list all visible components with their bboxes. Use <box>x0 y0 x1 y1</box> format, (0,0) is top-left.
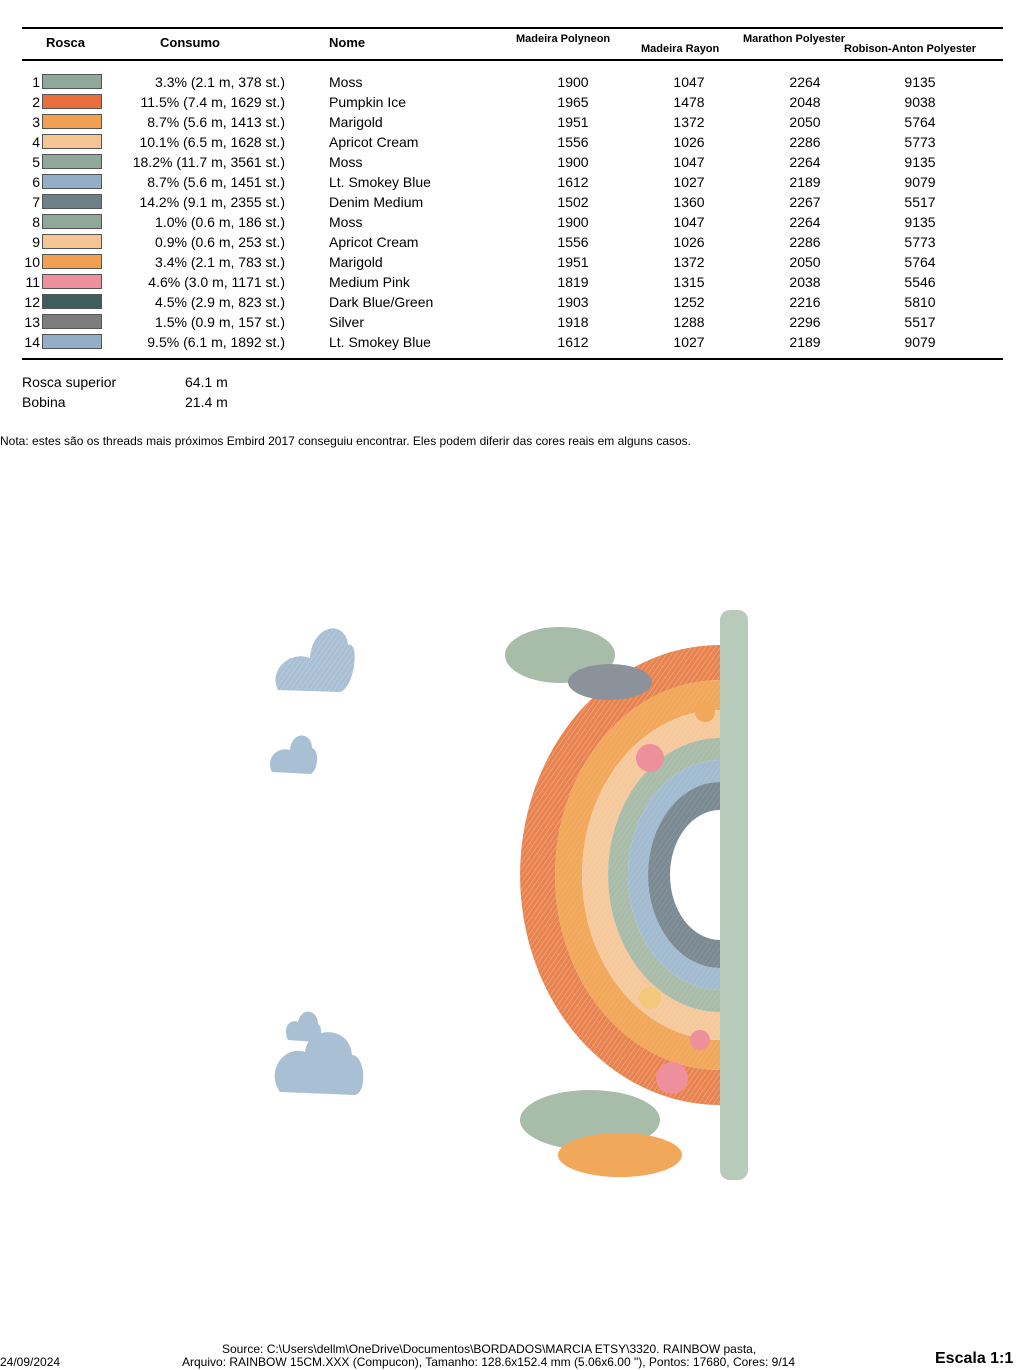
madeira-polyneon-code: 1965 <box>557 94 589 110</box>
marathon-code: 2264 <box>789 74 821 90</box>
marathon-code: 2189 <box>789 174 821 190</box>
color-swatch <box>42 74 102 89</box>
thread-name: Apricot Cream <box>329 234 419 250</box>
marathon-code: 2286 <box>789 134 821 150</box>
disclaimer-note: Nota: estes são os threads mais próximos Embird 2017 conseguiu encontrar. Eles podem diferir das cores reais em alguns casos. <box>0 434 692 448</box>
thread-number: 1 <box>32 74 40 90</box>
thread-name: Apricot Cream <box>329 134 419 150</box>
color-swatch <box>42 174 102 189</box>
marathon-code: 2048 <box>789 94 821 110</box>
table-header-rule <box>22 59 1003 61</box>
thread-name: Moss <box>329 74 363 90</box>
thread-number: 13 <box>24 314 40 330</box>
color-swatch <box>42 294 102 309</box>
thread-name: Lt. Smokey Blue <box>329 174 431 190</box>
madeira-polyneon-code: 1900 <box>557 154 589 170</box>
thread-consumption: 11.5% (7.4 m, 1629 st.) <box>140 94 285 110</box>
flower-yellow-top <box>695 702 715 722</box>
madeira-polyneon-code: 1819 <box>557 274 589 290</box>
color-swatch <box>42 194 102 209</box>
thread-consumption: 3.4% (2.1 m, 783 st.) <box>155 254 285 270</box>
thread-consumption: 1.5% (0.9 m, 157 st.) <box>155 314 285 330</box>
thread-number: 12 <box>24 294 40 310</box>
marathon-code: 2038 <box>789 274 821 290</box>
thread-number: 8 <box>32 214 40 230</box>
thread-consumption: 9.5% (6.1 m, 1892 st.) <box>147 334 285 350</box>
marathon-code: 2050 <box>789 254 821 270</box>
robison-anton-code: 5517 <box>904 314 936 330</box>
thread-name: Pumpkin Ice <box>329 94 407 110</box>
madeira-polyneon-code: 1900 <box>557 214 589 230</box>
table-bottom-rule <box>22 358 1003 360</box>
thread-name: Moss <box>329 154 363 170</box>
thread-name: Moss <box>329 214 363 230</box>
robison-anton-code: 5773 <box>904 134 936 150</box>
madeira-rayon-code: 1360 <box>673 194 705 210</box>
robison-anton-code: 5764 <box>904 114 936 130</box>
madeira-rayon-code: 1047 <box>673 154 705 170</box>
robison-anton-code: 9135 <box>904 214 936 230</box>
thread-consumption: 3.3% (2.1 m, 378 st.) <box>155 74 285 90</box>
table-row <box>0 192 1024 212</box>
robison-anton-code: 9079 <box>904 334 936 350</box>
madeira-polyneon-code: 1612 <box>557 174 589 190</box>
stone-top <box>568 664 652 700</box>
madeira-rayon-code: 1288 <box>673 314 705 330</box>
color-swatch <box>42 234 102 249</box>
table-row <box>0 252 1024 272</box>
thread-name: Marigold <box>329 254 383 270</box>
header-madeira-rayon: Madeira Rayon <box>641 43 720 55</box>
scale-label: Escala 1:1 <box>935 1350 1014 1367</box>
top-thread-value: 64.1 m <box>185 374 228 390</box>
madeira-rayon-code: 1478 <box>673 94 705 110</box>
thread-number: 3 <box>32 114 40 130</box>
table-row <box>0 152 1024 172</box>
source-path: Source: C:\Users\dellm\OneDrive\Documentos\BORDADOS\MARCIA ETSY\3320. RAINBOW pasta, <box>222 1342 757 1356</box>
marathon-code: 2050 <box>789 114 821 130</box>
flower-pink-bottom-2 <box>690 1030 710 1050</box>
thread-consumption: 8.7% (5.6 m, 1451 st.) <box>147 174 285 190</box>
thread-number: 11 <box>25 274 40 290</box>
table-row <box>0 72 1024 92</box>
top-thread-label: Rosca superior <box>22 374 117 390</box>
madeira-polyneon-code: 1900 <box>557 74 589 90</box>
header-marathon-polyester: Marathon Polyester <box>743 33 846 45</box>
thread-consumption: 18.2% (11.7 m, 3561 st.) <box>132 154 285 170</box>
thread-name: Denim Medium <box>329 194 424 210</box>
robison-anton-code: 9038 <box>904 94 936 110</box>
table-row <box>0 232 1024 252</box>
madeira-rayon-code: 1372 <box>673 114 705 130</box>
flower-pink-bottom-1 <box>656 1062 688 1094</box>
header-rosca: Rosca <box>46 35 86 50</box>
marathon-code: 2267 <box>789 194 821 210</box>
madeira-polyneon-code: 1903 <box>557 294 589 310</box>
thread-number: 10 <box>24 254 40 270</box>
header-consumo: Consumo <box>160 35 220 50</box>
color-swatch <box>42 134 102 149</box>
table-row <box>0 132 1024 152</box>
table-row <box>0 292 1024 312</box>
madeira-polyneon-code: 1502 <box>557 194 589 210</box>
madeira-polyneon-code: 1612 <box>557 334 589 350</box>
bobbin-label: Bobina <box>22 394 66 410</box>
thread-number: 14 <box>24 334 40 350</box>
thread-number: 2 <box>32 94 40 110</box>
embroidery-preview <box>260 600 770 1200</box>
flower-pink <box>636 744 664 772</box>
color-swatch <box>42 254 102 269</box>
thread-consumption: 10.1% (6.5 m, 1628 st.) <box>139 134 285 150</box>
madeira-rayon-code: 1372 <box>673 254 705 270</box>
thread-number: 4 <box>32 134 40 150</box>
robison-anton-code: 5546 <box>904 274 936 290</box>
robison-anton-code: 5773 <box>904 234 936 250</box>
table-row <box>0 332 1024 352</box>
thread-number: 5 <box>32 154 40 170</box>
table-row <box>0 312 1024 332</box>
madeira-polyneon-code: 1556 <box>557 134 589 150</box>
cloud-bottom <box>275 1012 364 1095</box>
madeira-rayon-code: 1027 <box>673 334 705 350</box>
table-row <box>0 212 1024 232</box>
marathon-code: 2296 <box>789 314 821 330</box>
madeira-polyneon-code: 1951 <box>557 114 589 130</box>
header-nome: Nome <box>329 35 366 50</box>
side-band <box>720 610 748 1180</box>
bobbin-value: 21.4 m <box>185 394 228 410</box>
marathon-code: 2286 <box>789 234 821 250</box>
thread-consumption: 0.9% (0.6 m, 253 st.) <box>155 234 285 250</box>
color-swatch <box>42 334 102 349</box>
color-swatch <box>42 114 102 129</box>
header-madeira-polyneon: Madeira Polyneon <box>516 33 611 45</box>
cloud-top <box>276 628 355 692</box>
marathon-code: 2264 <box>789 214 821 230</box>
madeira-rayon-code: 1027 <box>673 174 705 190</box>
marathon-code: 2189 <box>789 334 821 350</box>
table-row <box>0 112 1024 132</box>
thread-name: Marigold <box>329 114 383 130</box>
color-swatch <box>42 274 102 289</box>
thread-name: Dark Blue/Green <box>329 294 434 310</box>
madeira-rayon-code: 1047 <box>673 74 705 90</box>
print-date: 24/09/2024 <box>0 1355 61 1369</box>
robison-anton-code: 5517 <box>904 194 936 210</box>
madeira-rayon-code: 1315 <box>673 274 705 290</box>
robison-anton-code: 5810 <box>904 294 936 310</box>
thread-consumption: 4.6% (3.0 m, 1171 st.) <box>148 274 285 290</box>
table-top-rule <box>22 27 1003 29</box>
madeira-rayon-code: 1047 <box>673 214 705 230</box>
robison-anton-code: 9079 <box>904 174 936 190</box>
thread-consumption: 1.0% (0.6 m, 186 st.) <box>155 214 285 230</box>
madeira-polyneon-code: 1556 <box>557 234 589 250</box>
table-row <box>0 92 1024 112</box>
color-swatch <box>42 214 102 229</box>
table-row <box>0 272 1024 292</box>
cloud-small-top <box>270 736 317 775</box>
madeira-rayon-code: 1252 <box>673 294 705 310</box>
stone-bottom <box>558 1133 682 1177</box>
thread-number: 9 <box>32 234 40 250</box>
table-row <box>0 172 1024 192</box>
robison-anton-code: 9135 <box>904 154 936 170</box>
thread-number: 7 <box>32 194 40 210</box>
madeira-rayon-code: 1026 <box>673 234 705 250</box>
color-swatch <box>42 314 102 329</box>
thread-consumption: 8.7% (5.6 m, 1413 st.) <box>147 114 285 130</box>
madeira-polyneon-code: 1918 <box>557 314 589 330</box>
header-robison-anton: Robison-Anton Polyester <box>844 43 977 55</box>
color-swatch <box>42 154 102 169</box>
flower-yellow-bottom <box>639 987 661 1009</box>
robison-anton-code: 5764 <box>904 254 936 270</box>
thread-name: Lt. Smokey Blue <box>329 334 431 350</box>
robison-anton-code: 9135 <box>904 74 936 90</box>
thread-consumption: 4.5% (2.9 m, 823 st.) <box>155 294 285 310</box>
color-swatch <box>42 94 102 109</box>
madeira-polyneon-code: 1951 <box>557 254 589 270</box>
marathon-code: 2264 <box>789 154 821 170</box>
file-info: Arquivo: RAINBOW 15CM.XXX (Compucon), Tamanho: 128.6x152.4 mm (5.06x6.00 "), Pontos: 17680, Cores: 9/14 <box>182 1355 796 1369</box>
thread-name: Silver <box>329 314 365 330</box>
thread-consumption: 14.2% (9.1 m, 2355 st.) <box>139 194 285 210</box>
thread-name: Medium Pink <box>329 274 410 290</box>
thread-number: 6 <box>32 174 40 190</box>
madeira-rayon-code: 1026 <box>673 134 705 150</box>
marathon-code: 2216 <box>789 294 821 310</box>
